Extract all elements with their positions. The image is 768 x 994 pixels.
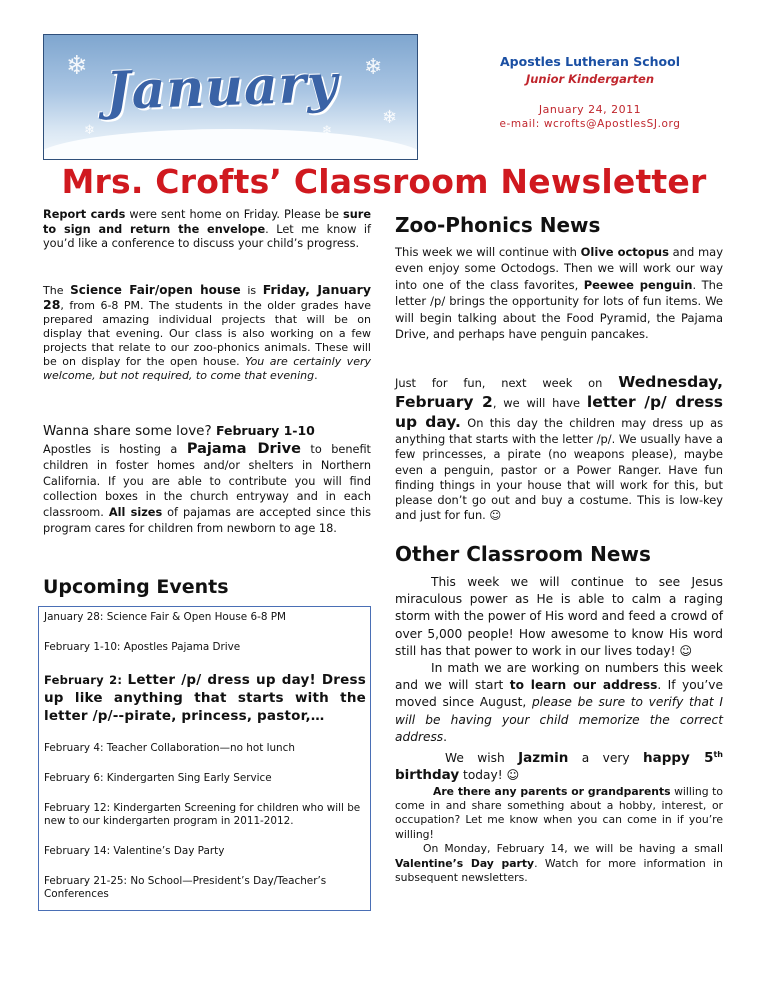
report-cards-paragraph: Report cards were sent home on Friday. Please be sure to sign and return the envelope. Let me know if you’d like a conference to discuss your child’s progress. [43,208,372,250]
birthday-paragraph: We wish Jazmin a very happy 5th birthday today! ☺ [395,750,724,784]
banner-title: January [105,52,340,123]
grade-level: Junior Kindergarten [525,72,655,86]
snowflake-icon: ❄ [364,55,383,80]
event-item: February 4: Teacher Collaboration—no hot lunch [44,742,295,754]
event-item: February 21-25: No School—President’s Day/Teacher’s Conferences [44,875,327,900]
event-item: February 12: Kindergarten Screening for children who will be new to our kindergarten program in 2011-2012. [44,802,361,827]
upcoming-events-heading: Upcoming Events [43,576,229,598]
jesus-paragraph: This week we will continue to see Jesus miraculous power as He is able to calm a raging storm with the power of His word and feed a crowd of over 5,000 people! How awesome to know His word still has that power to work in our lives today! ☺ [395,575,723,658]
school-name: Apostles Lutheran School [499,54,681,69]
snowflake-icon: ❄ [322,123,333,137]
zoo-phonics-heading: Zoo-Phonics News [395,213,601,237]
event-item: February 2: Letter /p/ dress up day! Dress up like anything that starts with the letter /p/--pirate, princess, pastor,… [44,672,366,724]
snowflake-icon: ❄ [84,123,95,138]
share-hobby-paragraph: Are there any parents or grandparents willing to come in and share something about a hobby, interest, or occupation? Let me know when you can come in if you’re willing! [395,784,723,841]
event-item: February 14: Valentine’s Day Party [44,845,225,857]
other-news-heading: Other Classroom News [395,542,651,566]
science-fair-paragraph: The Science Fair/open house is Friday, January 28, from 6-8 PM. The students in the older grades have prepared amazing individual projects that will be on display that evening. Our class is also working on a few projects that relate to our zoo-phonics animals. These will be on display for the open house. You are certainly very welcome, but not required, to come that evening. [43,282,371,382]
pajama-drive-paragraph: Apostles is hosting a Pajama Drive to benefit children in foster homes and/or shelters in Northern California. If you are able to contribute you will find collection boxes in the church entryway and in each classroom. All sizes of pajamas are accepted since this program cares for children from newborn to age 18. [43,441,371,535]
newsletter-date: January 24, 2011 [538,103,642,116]
dress-up-day-paragraph: Just for fun, next week on Wednesday, February 2, we will have letter /p/ dress up day. On this day the children may dress up as anything that starts with the letter /p/. We usually have a few princesses, a pirate (no weapons please), maybe even a penguin, pastor or a Power Ranger. Have fun finding things in your house that will work for this, but please don’t go out and buy a costume. This is low-key and just for fun. ☺ [395,373,724,523]
contact-email: e-mail: wcrofts@ApostlesSJ.org [499,118,681,130]
event-item: February 1-10: Apostles Pajama Drive [44,641,241,653]
pajama-drive-heading: Wanna share some love? February 1-10 [43,423,315,439]
january-banner [43,34,418,160]
event-item: February 6: Kindergarten Sing Early Service [44,772,272,784]
valentines-paragraph: On Monday, February 14, we will be having a small Valentine’s Day party. Watch for more information in subsequent newsletters. [395,842,723,884]
upcoming-events-list [38,606,371,911]
newsletter-title: Mrs. Crofts’ Classroom Newsletter [61,162,707,201]
other-news-body [395,574,723,885]
event-item: January 28: Science Fair & Open House 6-8 PM [44,611,286,623]
math-paragraph: In math we are working on numbers this week and we will start to learn our address. If you’ve moved since August, please be sure to verify that I will be having your child memorize the correct address. [395,661,723,744]
snowbank-decoration [43,129,418,160]
zoo-phonics-paragraph: This week we will continue with Olive octopus and may even enjoy some Octodogs. Then we will work our way into one of the class favorites, Peewee penguin. The letter /p/ brings the opportunity for lots of fun items. We will begin talking about the Food Pyramid, the Pajama Drive, and perhaps have penguin pancakes. [395,245,723,342]
snowflake-icon: ❄ [382,107,398,128]
snowflake-icon: ❄ [66,51,88,81]
